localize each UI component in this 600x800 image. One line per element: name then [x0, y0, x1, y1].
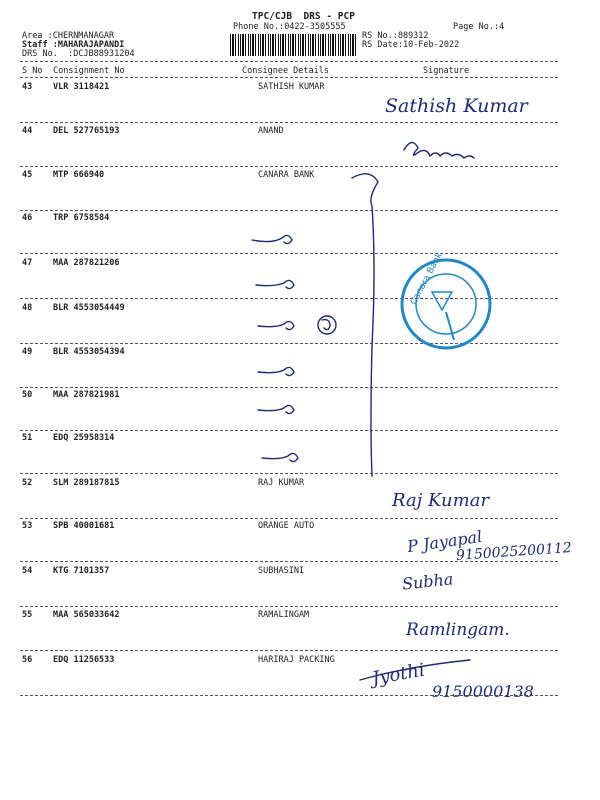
bank-bracket-stroke [352, 174, 378, 476]
rs-date-label: RS Date: [362, 40, 403, 50]
signature-sathish: Sathish Kumar [385, 95, 528, 117]
row-consignment-no: BLR 4553054394 [53, 347, 125, 357]
drs-value: DCJB88931204 [73, 49, 135, 59]
rs-no-label: RS No.: [362, 31, 398, 41]
rs-no-value: 889312 [397, 31, 429, 41]
row-consignee: SATHISH KUMAR [258, 82, 325, 92]
doc-title: TPC/CJB DRS - PCP [252, 11, 355, 22]
row-sno: 43 [22, 82, 33, 92]
row-consignment-no: EDQ 11256533 [53, 655, 115, 665]
page-value: 4 [499, 22, 505, 32]
signature-ramlingam: Ramlingam. [406, 620, 510, 640]
row-sno: 53 [22, 521, 33, 531]
tick-mark-49 [258, 367, 294, 375]
col-signature: Signature [423, 66, 470, 76]
row-sno: 45 [22, 170, 33, 180]
row-consignment-no: SLM 289187815 [53, 478, 120, 488]
row-consignment-no: SPB 40001681 [53, 521, 115, 531]
tick-mark-47 [256, 280, 294, 288]
row-sno: 54 [22, 566, 33, 576]
row-sno: 44 [22, 126, 33, 136]
row-consignment-no: DEL 527765193 [53, 126, 120, 136]
circled-mark-48 [318, 316, 336, 334]
row-sno: 51 [22, 433, 33, 443]
signature-rajkumar: Raj Kumar [392, 490, 490, 511]
row-consignee: ORANGE AUTO [258, 521, 315, 531]
staff-value: MAHARAJAPANDI [57, 40, 125, 50]
row-sno: 56 [22, 655, 33, 665]
signature-jyothi: Jyothi [370, 659, 427, 690]
drs-label: DRS No. : [22, 49, 74, 59]
staff-label: Staff : [22, 40, 58, 50]
row-sno: 48 [22, 303, 33, 313]
row-sno: 55 [22, 610, 33, 620]
col-consignment: Consignment No [53, 66, 125, 76]
row-consignment-no: MAA 287821206 [53, 258, 120, 268]
row-consignee: HARIRAJ PACKING [258, 655, 335, 665]
area-value: CHERNMANAGAR [52, 31, 115, 41]
row-consignee: ANAND [258, 126, 284, 136]
stamp-text: Canara Bank [409, 251, 445, 307]
row-consignment-no: KTG 7101357 [53, 566, 110, 576]
page-label: Page No.: [453, 22, 500, 32]
tick-mark-48 [258, 321, 294, 329]
row-consignment-no: EDQ 25958314 [53, 433, 115, 443]
tick-mark-46 [252, 235, 292, 243]
tick-mark-51 [262, 453, 298, 461]
row-consignee: SUBHASINI [258, 566, 305, 576]
col-consignee: Consignee Details [242, 66, 329, 76]
handwritten-phone-56: 9150000138 [432, 682, 534, 701]
row-consignee: CANARA BANK [258, 170, 315, 180]
col-sno: S No [22, 66, 43, 76]
row-sno: 47 [22, 258, 33, 268]
phone-label: Phone No.: [233, 22, 285, 32]
tick-mark-50 [258, 405, 294, 413]
circled-mark-48-inner [322, 320, 330, 330]
row-consignment-no: MAA 287821981 [53, 390, 120, 400]
row-consignment-no: MAA 565033642 [53, 610, 120, 620]
signature-jayapal: P Jayapal [406, 526, 484, 557]
area-label: Area : [22, 31, 53, 41]
handwritten-phone-53: 9150025200112 [455, 539, 573, 565]
signature-subha: Subha [401, 569, 455, 594]
row-consignment-no: BLR 4553054449 [53, 303, 125, 313]
row-consignee: RAJ KUMAR [258, 478, 305, 488]
row-consignee: RAMALINGAM [258, 610, 310, 620]
row-consignment-no: VLR 3118421 [53, 82, 110, 92]
row-consignment-no: TRP 6758584 [53, 213, 110, 223]
row-sno: 49 [22, 347, 33, 357]
phone-value: 0422-3505555 [284, 22, 346, 32]
row-sno: 46 [22, 213, 33, 223]
row-sno: 52 [22, 478, 33, 488]
row-sno: 50 [22, 390, 33, 400]
rs-date-value: 10-Feb-2022 [402, 40, 460, 50]
row-consignment-no: MTP 666940 [53, 170, 105, 180]
